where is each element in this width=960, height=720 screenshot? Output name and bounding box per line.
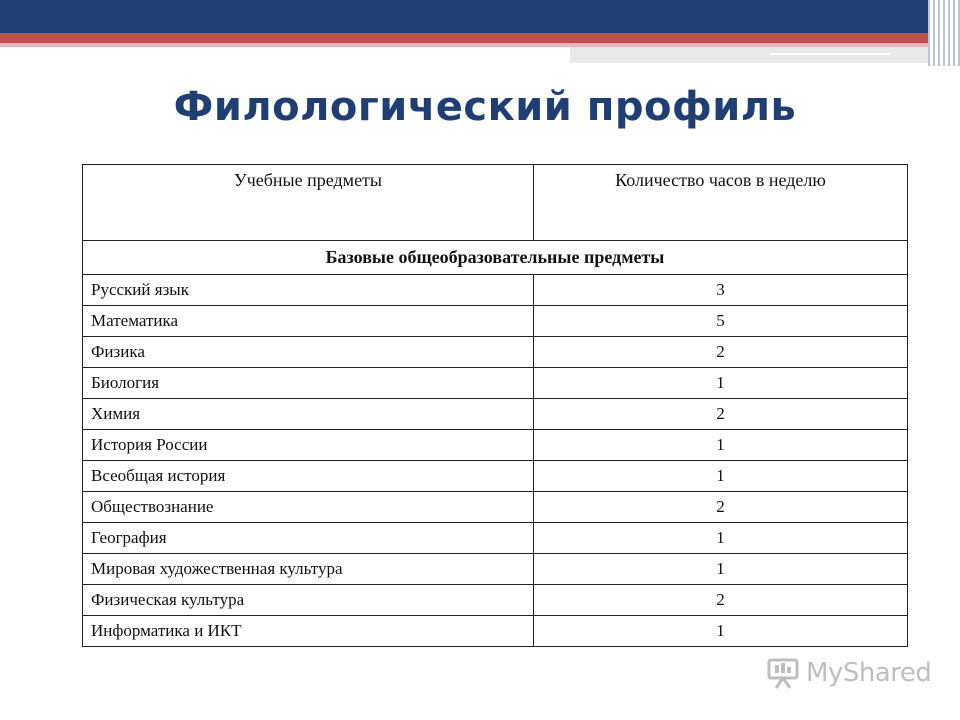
hours-cell: 1 <box>534 368 908 399</box>
hours-cell: 2 <box>534 492 908 523</box>
table-row <box>83 523 908 554</box>
hours-cell: 3 <box>534 275 908 306</box>
table-row <box>83 616 908 647</box>
subjects-table <box>82 164 908 647</box>
hours-cell: 1 <box>534 554 908 585</box>
header-subjects: Учебные предметы <box>83 165 534 241</box>
subject-cell: Биология <box>83 368 534 399</box>
table-row <box>83 461 908 492</box>
hours-cell: 1 <box>534 430 908 461</box>
hours-cell: 1 <box>534 616 908 647</box>
hours-cell: 2 <box>534 585 908 616</box>
header-hours: Количество часов в неделю <box>534 165 908 241</box>
hours-cell: 5 <box>534 306 908 337</box>
subject-cell: Обществознание <box>83 492 534 523</box>
section-row <box>83 241 908 275</box>
subject-cell: Химия <box>83 399 534 430</box>
table-row <box>83 368 908 399</box>
header-band-navy <box>0 0 960 33</box>
subject-cell: География <box>83 523 534 554</box>
table-row <box>83 275 908 306</box>
subject-cell: Русский язык <box>83 275 534 306</box>
hours-cell: 2 <box>534 337 908 368</box>
header-band-gray <box>570 47 960 63</box>
table-row <box>83 585 908 616</box>
header-stripes <box>928 0 960 66</box>
subject-cell: Математика <box>83 306 534 337</box>
watermark-text: MyShared <box>806 658 932 688</box>
section-title: Базовые общеобразовательные предметы <box>83 241 908 275</box>
table-header-row <box>83 165 908 241</box>
table-row <box>83 399 908 430</box>
hours-cell: 2 <box>534 399 908 430</box>
table-row <box>83 430 908 461</box>
slide-title: Филологический профиль <box>173 84 797 130</box>
subject-cell: Физика <box>83 337 534 368</box>
table-row <box>83 337 908 368</box>
table-row <box>83 306 908 337</box>
hours-cell: 1 <box>534 523 908 554</box>
watermark <box>766 656 931 690</box>
table-row <box>83 492 908 523</box>
table-row <box>83 554 908 585</box>
subject-cell: Всеобщая история <box>83 461 534 492</box>
header-band-red <box>0 33 960 43</box>
subject-cell: Мировая художественная культура <box>83 554 534 585</box>
subject-cell: Физическая культура <box>83 585 534 616</box>
hours-cell: 1 <box>534 461 908 492</box>
header-band-line <box>770 53 890 55</box>
subject-cell: Информатика и ИКТ <box>83 616 534 647</box>
subject-cell: История России <box>83 430 534 461</box>
presentation-board-icon <box>766 656 800 690</box>
